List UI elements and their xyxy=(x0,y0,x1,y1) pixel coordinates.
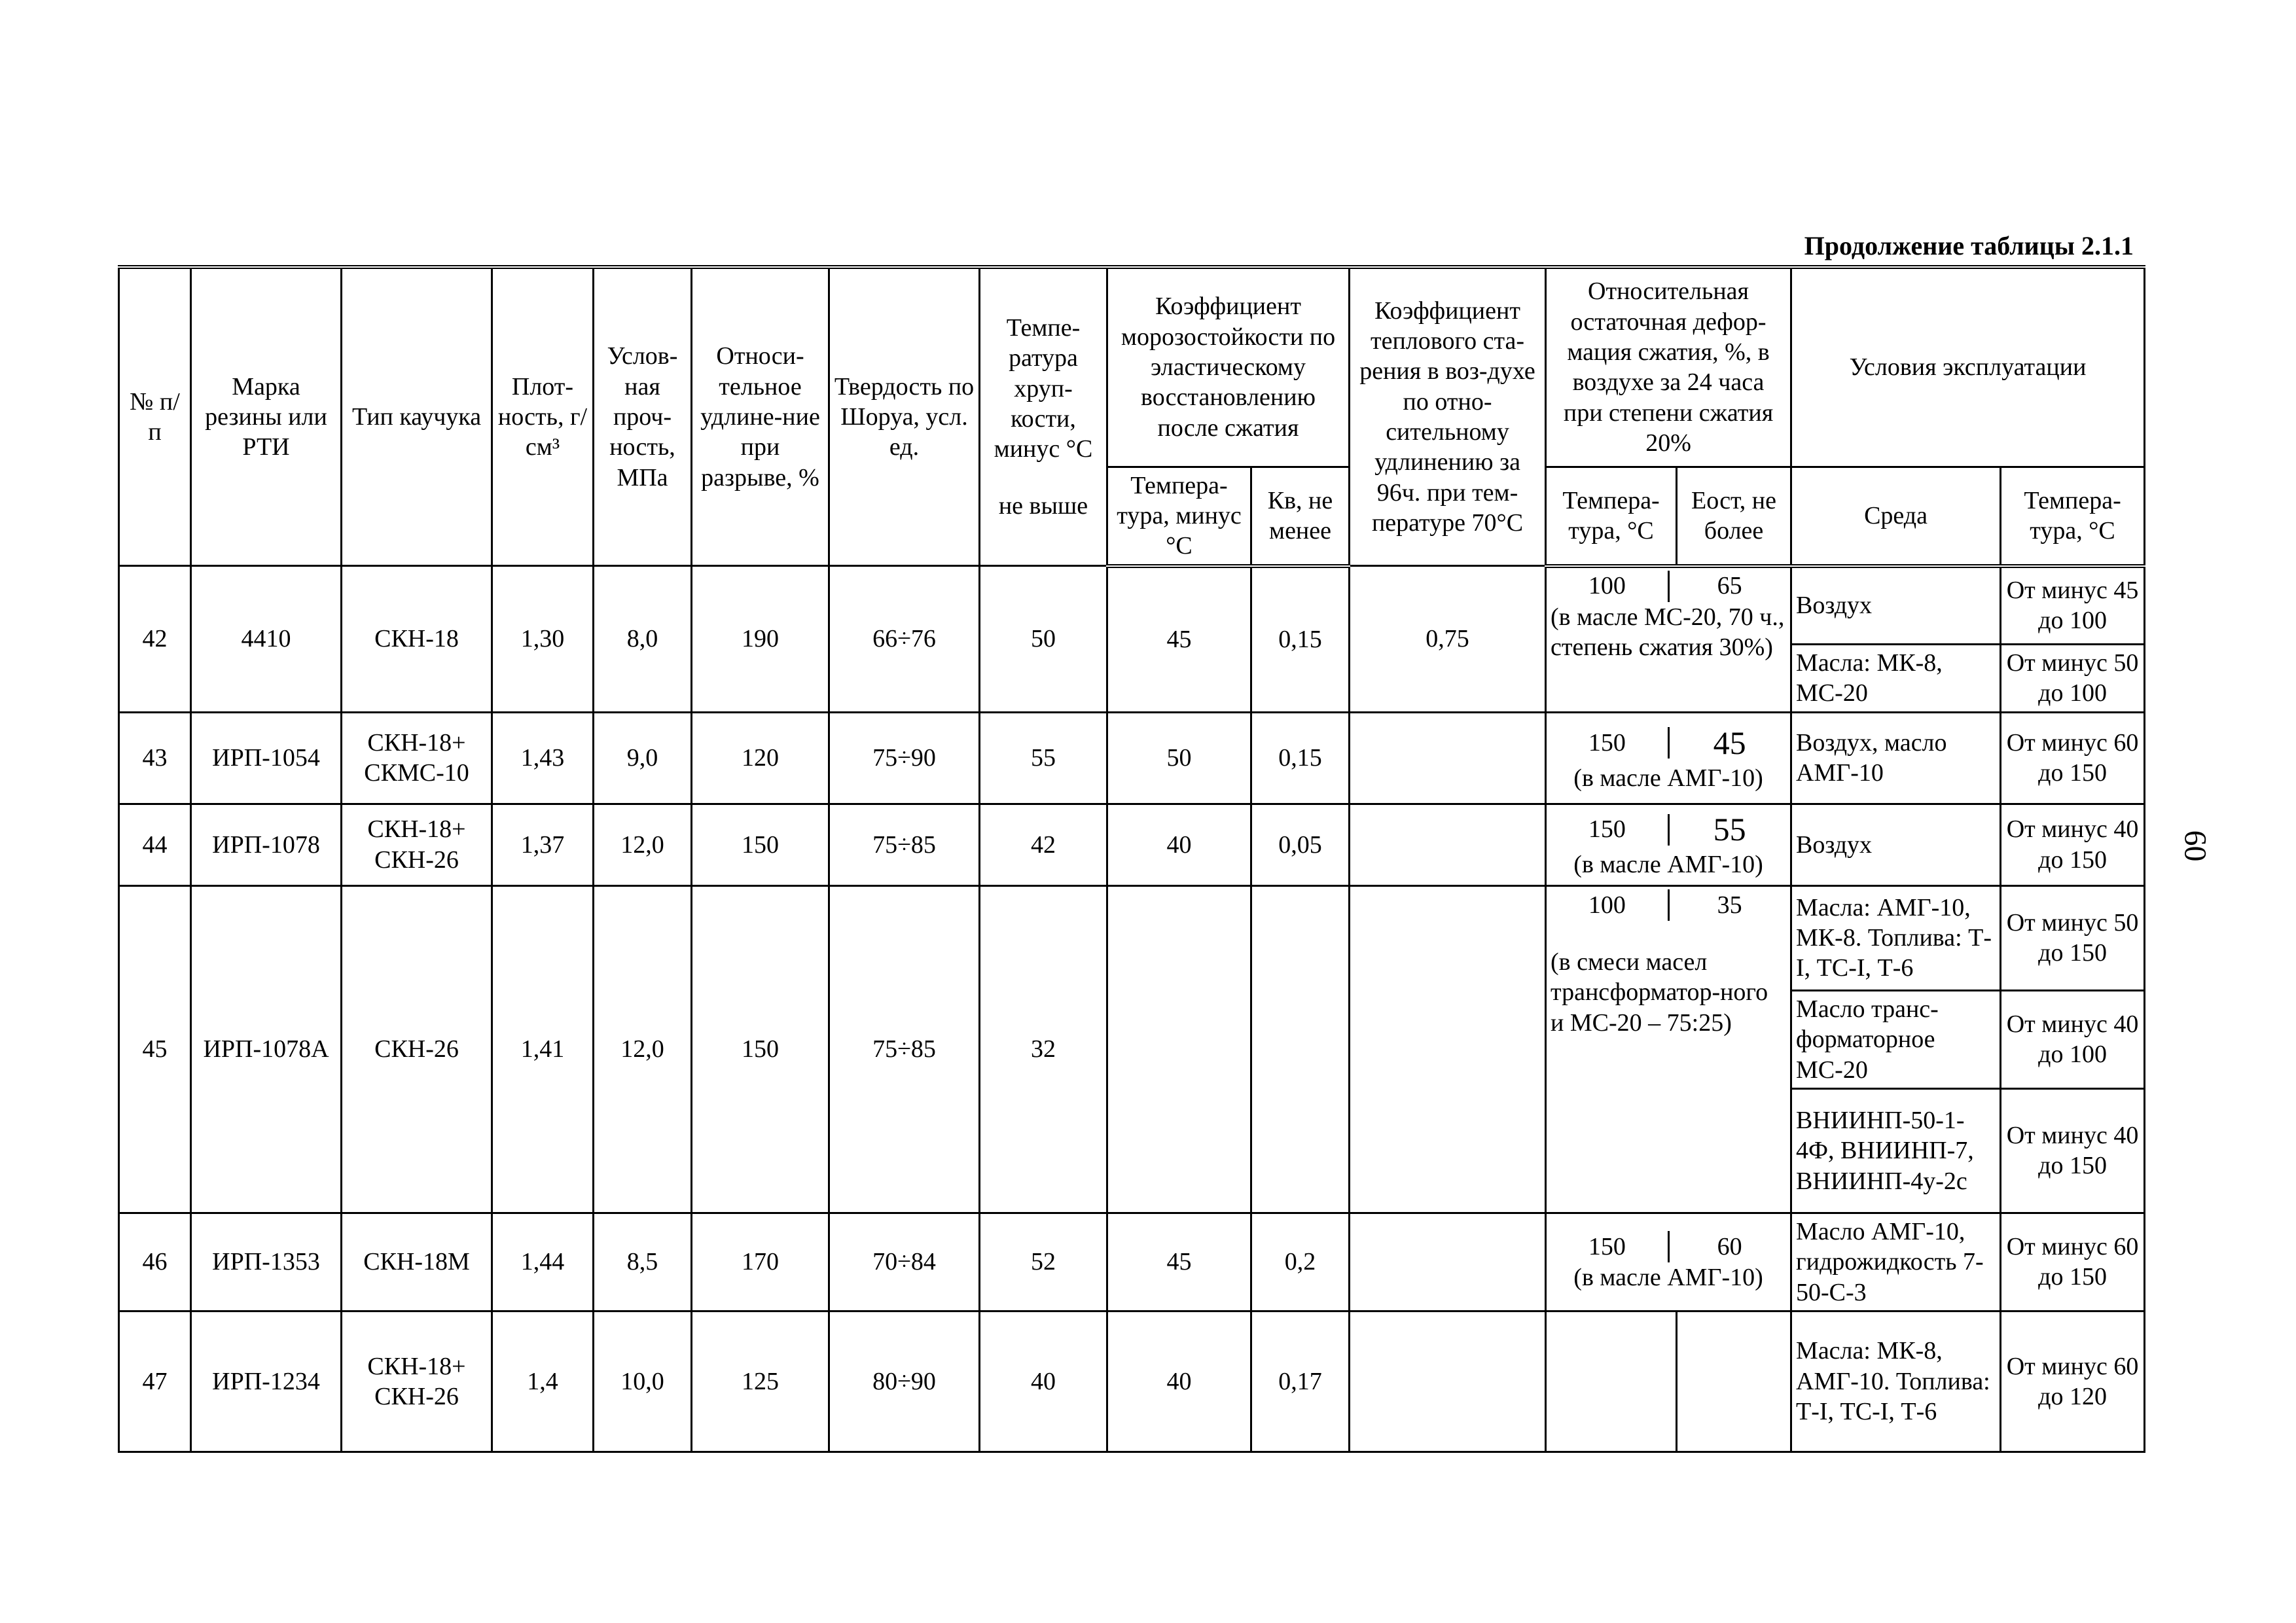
cell-hardness: 80÷90 xyxy=(829,1311,980,1452)
cell-brittle: 52 xyxy=(980,1213,1107,1311)
cell-num: 43 xyxy=(119,712,191,804)
cell-elongation: 190 xyxy=(692,566,829,713)
cell-num: 44 xyxy=(119,804,191,885)
table-row xyxy=(119,566,2145,645)
cell-deform-note: (в масле АМГ-10) xyxy=(1573,1264,1763,1292)
cell-frost-kv: 0,2 xyxy=(1251,1213,1350,1311)
header-brittle-label: Темпе-ратура хруп-кости, минус °С xyxy=(994,313,1093,463)
cell-num: 47 xyxy=(119,1311,191,1452)
cell-num: 42 xyxy=(119,566,191,713)
cell-density: 1,4 xyxy=(492,1311,594,1452)
table-row xyxy=(119,804,2145,885)
cell-frost-kv xyxy=(1251,885,1350,1213)
cell-exploit-temp: От минус 40 до 150 xyxy=(2001,1088,2145,1213)
cell-deform-note: (в смеси масел трансформатор-ного и МС-20 – 75:25) xyxy=(1551,948,1768,1037)
cell-aging xyxy=(1350,1311,1546,1452)
cell-type: СКН-18М xyxy=(342,1213,492,1311)
table-row xyxy=(119,1311,2145,1452)
cell-exploit-temp: От минус 40 до 150 xyxy=(2001,804,2145,885)
header-frost-temp: Темпера-тура, минус °С xyxy=(1107,467,1251,566)
cell-strength: 12,0 xyxy=(594,885,692,1213)
cell-deform xyxy=(1546,1213,1791,1311)
header-num: № п/п xyxy=(119,267,191,566)
table-row xyxy=(119,1213,2145,1311)
cell-exploit-temp: От минус 45 до 100 xyxy=(2001,566,2145,645)
cell-density: 1,37 xyxy=(492,804,594,885)
cell-elongation: 120 xyxy=(692,712,829,804)
cell-aging xyxy=(1350,804,1546,885)
cell-exploit-env: Воздух xyxy=(1791,566,2001,645)
cell-deform-temp: 150 xyxy=(1588,728,1626,757)
page-number: 60 xyxy=(2178,830,2213,862)
header-aging: Коэффициент теплового ста-рения в воз-духе по отно-сительному удлинению за 96ч. при тем-пературе 70°С xyxy=(1350,267,1546,566)
cell-frost-temp: 45 xyxy=(1107,1213,1251,1311)
deform-separator xyxy=(1668,889,1670,921)
cell-num: 45 xyxy=(119,885,191,1213)
cell-aging xyxy=(1350,885,1546,1213)
cell-exploit-env: Масла: МК-8, АМГ-10. Топлива: Т-I, ТС-I, Т-6 xyxy=(1791,1311,2001,1452)
cell-brittle: 55 xyxy=(980,712,1107,804)
cell-aging xyxy=(1350,712,1546,804)
header-type: Тип каучука xyxy=(342,267,492,566)
cell-deform-temp: 100 xyxy=(1588,891,1626,919)
cell-deform-e: 65 xyxy=(1717,572,1742,600)
cell-elongation: 170 xyxy=(692,1213,829,1311)
header-hardness: Твердость по Шоруа, усл. ед. xyxy=(829,267,980,566)
cell-exploit-env: Масло транс-форматорное МС-20 xyxy=(1791,990,2001,1088)
deform-values xyxy=(1551,889,1786,921)
cell-mark: ИРП-1054 xyxy=(191,712,342,804)
cell-frost-temp: 40 xyxy=(1107,804,1251,885)
cell-exploit-env: Воздух, масло АМГ-10 xyxy=(1791,712,2001,804)
cell-type: СКН-26 xyxy=(342,885,492,1213)
cell-brittle: 42 xyxy=(980,804,1107,885)
table-row xyxy=(119,885,2145,990)
cell-frost-kv: 0,15 xyxy=(1251,566,1350,713)
header-frost-kv: Кв, не менее xyxy=(1251,467,1350,566)
cell-aging xyxy=(1350,1213,1546,1311)
cell-hardness: 70÷84 xyxy=(829,1213,980,1311)
cell-density: 1,43 xyxy=(492,712,594,804)
cell-deform-note: (в масле МС-20, 70 ч., степень сжатия 30%) xyxy=(1551,603,1785,661)
deform-values xyxy=(1551,571,1786,602)
table-caption: Продолжение таблицы 2.1.1 xyxy=(1804,231,2134,260)
deform-separator xyxy=(1668,571,1670,602)
deform-values xyxy=(1551,810,1786,849)
header-brittle xyxy=(980,267,1107,566)
header-strength: Услов-ная проч-ность, МПа xyxy=(594,267,692,566)
cell-mark: ИРП-1353 xyxy=(191,1213,342,1311)
cell-exploit-env: Воздух xyxy=(1791,804,2001,885)
cell-strength: 9,0 xyxy=(594,712,692,804)
cell-type: СКН-18+ СКН-26 xyxy=(342,1311,492,1452)
cell-exploit-temp: От минус 40 до 100 xyxy=(2001,990,2145,1088)
cell-strength: 8,0 xyxy=(594,566,692,713)
deform-values xyxy=(1551,1231,1786,1262)
cell-deform-e xyxy=(1677,1311,1791,1452)
header-deform: Относительная остаточная дефор-мация сжатия, %, в воздухе за 24 часа при степени сжатия 20% xyxy=(1546,267,1791,467)
cell-mark: 4410 xyxy=(191,566,342,713)
cell-deform-e: 55 xyxy=(1713,811,1746,848)
cell-type: СКН-18+ СКН-26 xyxy=(342,804,492,885)
cell-frost-temp xyxy=(1107,885,1251,1213)
cell-brittle: 32 xyxy=(980,885,1107,1213)
cell-num: 46 xyxy=(119,1213,191,1311)
cell-deform-temp: 150 xyxy=(1588,815,1626,844)
cell-hardness: 66÷76 xyxy=(829,566,980,713)
cell-deform-temp: 150 xyxy=(1588,1233,1626,1261)
cell-type: СКН-18+ СКМС-10 xyxy=(342,712,492,804)
header-exploit: Условия эксплуатации xyxy=(1791,267,2145,467)
cell-aging: 0,75 xyxy=(1350,566,1546,713)
cell-exploit-temp: От минус 50 до 100 xyxy=(2001,645,2145,713)
cell-mark: ИРП-1078 xyxy=(191,804,342,885)
header-mark: Марка резины или РТИ xyxy=(191,267,342,566)
cell-deform-temp: 100 xyxy=(1588,572,1626,600)
header-frost: Коэффициент морозостойкости по эластическому восстановлению после сжатия xyxy=(1107,267,1350,467)
deform-values xyxy=(1551,723,1786,763)
cell-brittle: 50 xyxy=(980,566,1107,713)
cell-deform-e: 45 xyxy=(1713,724,1746,761)
cell-elongation: 150 xyxy=(692,804,829,885)
header-deform-temp: Темпера-тура, °С xyxy=(1546,467,1677,566)
cell-exploit-temp: От минус 60 до 120 xyxy=(2001,1311,2145,1452)
cell-exploit-env: ВНИИНП-50-1-4Ф, ВНИИНП-7, ВНИИНП-4у-2с xyxy=(1791,1088,2001,1213)
cell-exploit-temp: От минус 60 до 150 xyxy=(2001,712,2145,804)
header-deform-e: Еост, не более xyxy=(1677,467,1791,566)
deform-separator xyxy=(1668,727,1670,758)
cell-exploit-env: Масло АМГ-10, гидрожидкость 7-50-С-3 xyxy=(1791,1213,2001,1311)
cell-frost-temp: 45 xyxy=(1107,566,1251,713)
cell-type: СКН-18 xyxy=(342,566,492,713)
rubber-properties-table xyxy=(118,265,2145,1453)
cell-deform xyxy=(1546,712,1791,804)
table-row xyxy=(119,712,2145,804)
cell-frost-kv: 0,17 xyxy=(1251,1311,1350,1452)
header-exploit-env: Среда xyxy=(1791,467,2001,566)
cell-mark: ИРП-1078А xyxy=(191,885,342,1213)
cell-deform xyxy=(1546,885,1791,1213)
cell-deform-temp xyxy=(1546,1311,1677,1452)
cell-exploit-temp: От минус 50 до 150 xyxy=(2001,885,2145,990)
cell-elongation: 150 xyxy=(692,885,829,1213)
cell-frost-kv: 0,15 xyxy=(1251,712,1350,804)
cell-frost-kv: 0,05 xyxy=(1251,804,1350,885)
header-elongation: Относи-тельное удлине-ние при разрыве, % xyxy=(692,267,829,566)
cell-deform-e: 35 xyxy=(1717,891,1742,919)
cell-deform-note: (в масле АМГ-10) xyxy=(1573,851,1763,879)
cell-exploit-temp: От минус 60 до 150 xyxy=(2001,1213,2145,1311)
cell-density: 1,41 xyxy=(492,885,594,1213)
cell-deform-note: (в масле АМГ-10) xyxy=(1573,764,1763,792)
cell-strength: 12,0 xyxy=(594,804,692,885)
deform-separator xyxy=(1668,814,1670,846)
cell-density: 1,44 xyxy=(492,1213,594,1311)
cell-exploit-env: Масла: АМГ-10, МК-8. Топлива: Т-I, ТС-I, Т-6 xyxy=(1791,885,2001,990)
cell-deform xyxy=(1546,804,1791,885)
deform-separator xyxy=(1668,1231,1670,1262)
cell-elongation: 125 xyxy=(692,1311,829,1452)
header-brittle-sub: не выше xyxy=(998,491,1088,520)
cell-strength: 10,0 xyxy=(594,1311,692,1452)
cell-hardness: 75÷85 xyxy=(829,804,980,885)
cell-deform-e: 60 xyxy=(1717,1233,1742,1261)
cell-density: 1,30 xyxy=(492,566,594,713)
cell-exploit-env: Масла: МК-8, МС-20 xyxy=(1791,645,2001,713)
header-exploit-temp: Темпера-тура, °С xyxy=(2001,467,2145,566)
cell-frost-temp: 50 xyxy=(1107,712,1251,804)
cell-hardness: 75÷90 xyxy=(829,712,980,804)
cell-strength: 8,5 xyxy=(594,1213,692,1311)
cell-mark: ИРП-1234 xyxy=(191,1311,342,1452)
header-density: Плот-ность, г/см³ xyxy=(492,267,594,566)
cell-deform xyxy=(1546,566,1791,713)
cell-brittle: 40 xyxy=(980,1311,1107,1452)
cell-frost-temp: 40 xyxy=(1107,1311,1251,1452)
cell-hardness: 75÷85 xyxy=(829,885,980,1213)
